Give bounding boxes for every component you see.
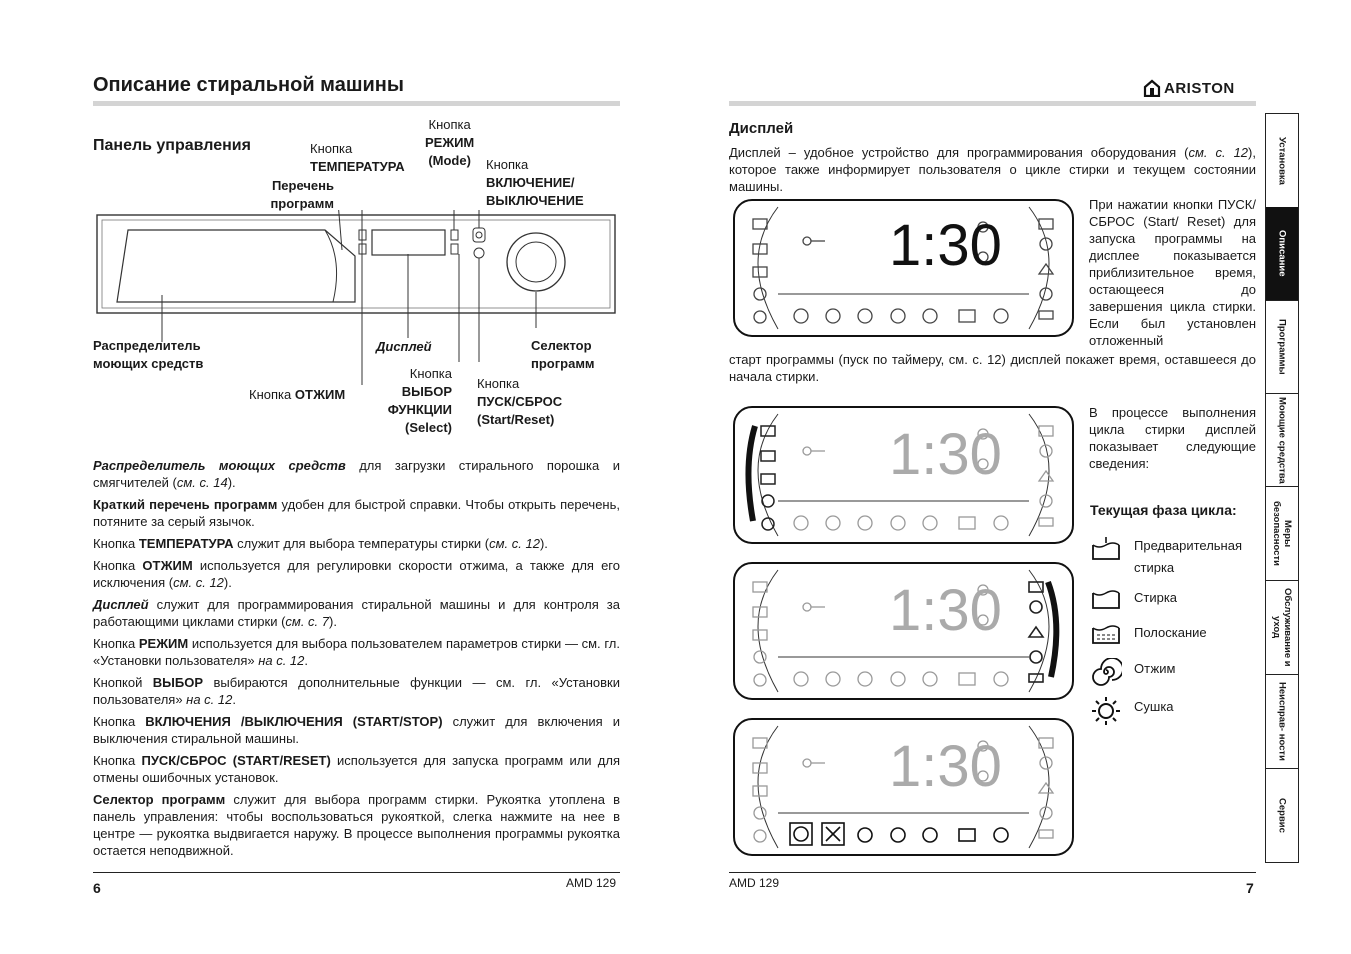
tab-description[interactable]: Описание [1265,207,1299,301]
para-start-stop: Кнопка ВКЛЮЧЕНИЯ /ВЫКЛЮЧЕНИЯ (START/STOP) служит для включения и выключения стиральной машины. [93,714,620,746]
para-select: Кнопкой ВЫБОР выбираются дополнительные функции — см. гл. «Установки пользователя» на с. 12. [93,675,620,707]
prewash-icon [1090,535,1122,563]
para-spin: Кнопка ОТЖИМ используется для регулировки скорости отжима, а также для его исключения (см. с. 12). [93,558,620,590]
callout-selector: Селектор программ [531,338,595,371]
display-heading: Дисплей [729,120,794,137]
tab-installation[interactable]: Установка [1265,113,1299,208]
rinse-icon [1090,622,1122,646]
para-dispenser: Распределитель моющих средств для загрузки стирального порошка и смягчителей (см. с. 14). [93,458,620,490]
display-intro: Дисплей – удобное устройство для программирования оборудования (см. с. 12), которое также информирует пользователя о цикле стирки и текущем состоянии машины. [729,145,1256,194]
tab-detergents[interactable]: Моющие средства [1265,394,1299,487]
tab-troubleshooting[interactable]: Неисправ- ности [1265,675,1299,769]
page-number-right: 7 [1246,880,1254,896]
para-display: Дисплей служит для программирования стиральной машины и для контроля за работающими циклами стирки (см. с. 7). [93,597,620,629]
display-time-4: 1:30 [889,734,1002,799]
display-time-2: 1:30 [889,422,1002,487]
section-heading: Панель управления [93,137,251,154]
phase-spin: Отжим [1090,658,1175,686]
brand-logo [1143,79,1235,97]
para-temperature: Кнопка ТЕМПЕРАТУРА служит для выбора температуры стирки (см. с. 12). [93,536,548,551]
callout-program-list: Перечень программ [270,178,334,211]
model-right: AMD 129 [729,876,780,890]
callout-spin: Кнопка ОТЖИМ [249,387,346,402]
display-illustration-2 [733,406,1074,544]
brand-name: ARISTON [1164,79,1235,97]
phase-dry: Сушка [1090,696,1174,726]
description-text [93,457,620,859]
callout-display: Дисплей [376,339,432,354]
footer-rule-left [93,872,620,873]
callout-temperature: Кнопка ТЕМПЕРАТУРА [310,141,405,174]
callout-mode: Кнопка РЕЖИМ (Mode) [425,117,475,168]
callout-select: Кнопка ВЫБОР ФУНКЦИИ (Select) [387,366,452,435]
footer-rule-right [729,872,1256,873]
display-time-1: 1:30 [889,213,1002,278]
cycle-text: В процессе выполнения цикла стирки дисплей показывает следующие сведения: [1089,405,1256,471]
callout-dispenser: Распределитель моющих средств [93,338,204,371]
callout-start-reset: Кнопка ПУСК/СБРОС (Start/Reset) [477,376,563,427]
phase-rinse: Полоскание [1090,622,1207,646]
tab-service[interactable]: Сервис [1265,769,1299,863]
phase-wash: Стирка [1090,587,1177,611]
tab-programs[interactable]: Программы [1265,301,1299,394]
display-illustration-1 [733,199,1074,337]
para-selector: Селектор программ служит для выбора программ стирки. Рукоятка утоплена в панель управления: чтобы воспользоваться рукояткой, слегка нажмите на нее в центре — рукоятка выдвигается наружу. В процессе выполнения программы рукоятка остается неподвижной. [93,792,620,858]
title-rule [93,101,620,106]
display-time-3: 1:30 [889,578,1002,643]
display-cont-text: старт программы (пуск по таймеру, см. с. 12) дисплей покажет время, оставшееся до начала стирки. [729,352,1256,384]
dry-icon [1090,696,1122,726]
page-title: Описание стиральной машины [93,74,404,96]
phase-title: Текущая фаза цикла: [1090,502,1237,518]
page-number-left: 6 [93,880,101,896]
para-start-reset: Кнопка ПУСК/СБРОС (START/RESET) используется для запуска программ или для отмены ошибочных установок. [93,753,621,785]
para-mode: Кнопка РЕЖИМ используется для выбора пользователем параметров стирки — см. гл. «Установки пользователя» на с. 12. [93,636,620,668]
display-illustration-4 [733,718,1074,856]
para-program-list: Краткий перечень программ удобен для быстрой справки. Чтобы открыть перечень, потяните за серый язычок. [93,497,620,529]
wash-icon [1090,587,1122,611]
display-side-text: При нажатии кнопки ПУСК/СБРОС (Start/ Reset) для запуска программы на дисплее показывается приблизительное время, остающееся до завершения цикла стирки. Если был установлен отложенный [1089,197,1256,348]
callout-power: Кнопка ВКЛЮЧЕНИЕ/ ВЫКЛЮЧЕНИЕ [486,157,584,208]
model-left: AMD 129 [566,876,617,890]
ariston-logo-icon [1143,79,1161,97]
tab-maintenance[interactable]: Обслуживание и уход [1265,581,1299,675]
phase-prewash: Предварительная стирка [1090,535,1242,579]
tab-safety[interactable]: Меры безопасности [1265,487,1299,581]
spin-icon [1090,658,1122,686]
title-rule-right [729,101,1256,106]
display-illustration-3 [733,562,1074,700]
